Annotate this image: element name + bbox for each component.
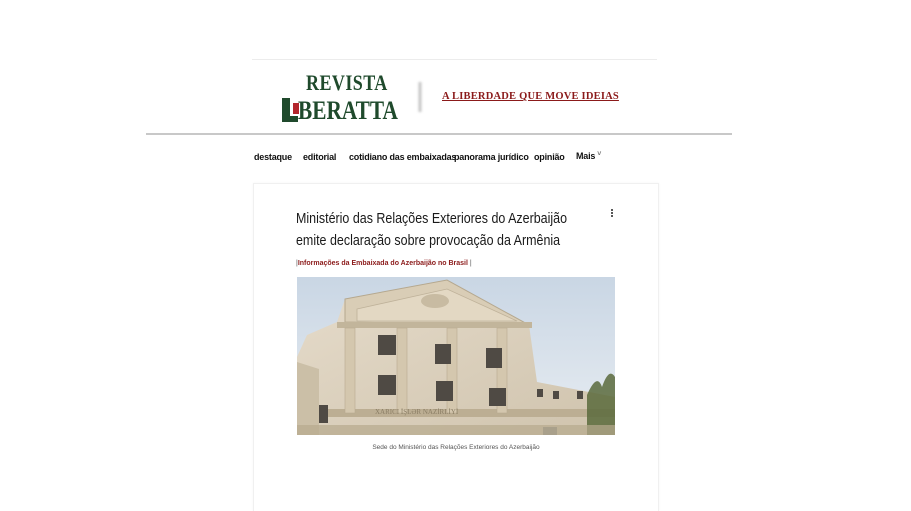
source-prefix: |	[296, 260, 298, 267]
nav-item-cotidiano[interactable]: cotidiano das embaixadas	[349, 152, 457, 162]
logo-liberatta-text: BERATTA	[298, 96, 398, 125]
logo-l-mark	[282, 98, 298, 122]
post-title[interactable]: Ministério das Relações Exteriores do Azerbaijão emite declaração sobre provocação da Armênia	[296, 211, 568, 249]
post-source	[296, 260, 472, 267]
nav-item-opiniao[interactable]: opinião	[534, 152, 565, 162]
image-caption: Sede do Ministério das Relações Exteriores do Azerbaijão	[372, 444, 540, 451]
header-rule	[146, 133, 732, 135]
source-text: Informações da Embaixada do Azerbaijão no Brasil	[297, 260, 468, 267]
header-separator	[418, 82, 422, 112]
site-logo[interactable]	[278, 70, 403, 126]
source-suffix: |	[469, 260, 472, 267]
ministry-building-photo	[297, 277, 615, 435]
site-tagline[interactable]: A LIBERDADE QUE MOVE IDEIAS	[442, 91, 619, 102]
nav-item-destaque[interactable]: destaque	[254, 152, 292, 162]
more-options-icon[interactable]	[608, 209, 616, 221]
nav-more-menu[interactable]	[576, 151, 601, 161]
nav-item-editorial[interactable]: editorial	[303, 152, 337, 162]
chevron-down-icon: ˅	[597, 151, 602, 158]
logo-revista-text: REVISTA	[306, 70, 388, 95]
building-inscription: XARICI İŞLƏR NAZİRLİYİ	[375, 408, 459, 416]
nav-more-label: Mais	[576, 151, 596, 161]
top-divider	[252, 59, 657, 60]
nav-item-panorama[interactable]: panorama jurídico	[454, 152, 529, 162]
